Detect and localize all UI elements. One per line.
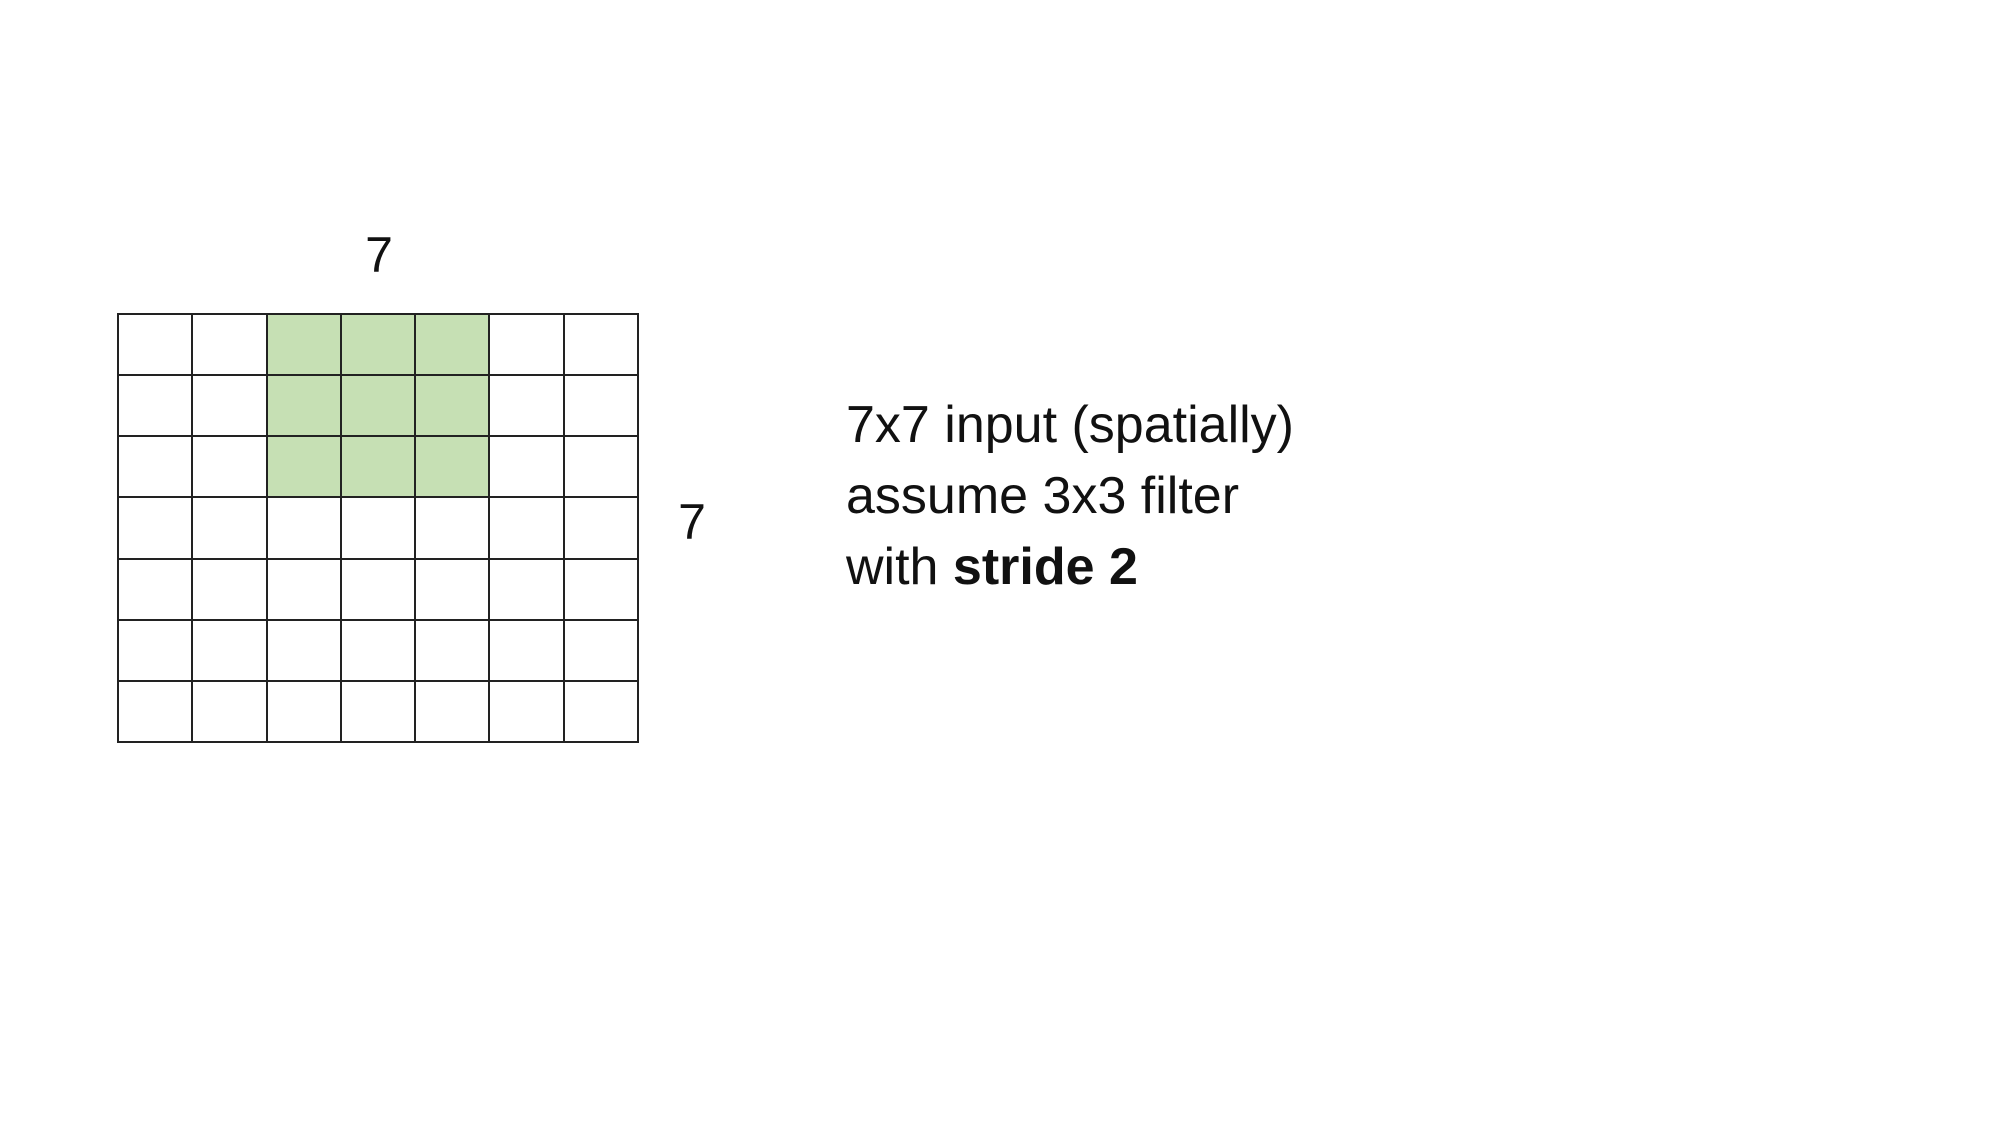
grid-cell [490,560,564,621]
grid-cell [193,437,267,498]
grid-cell [119,682,193,743]
filter-cell [416,376,490,437]
caption [846,390,1294,603]
caption-line-input-size: 7x7 input (spatially) [846,396,1294,454]
grid-cell [119,315,193,376]
grid-cell [193,560,267,621]
grid-cell [490,682,564,743]
grid-height-label: 7 [678,494,706,550]
filter-cell [342,437,416,498]
filter-cell [342,376,416,437]
grid-cell [490,621,564,682]
filter-cell [268,315,342,376]
grid-cell [490,376,564,437]
grid-cell [193,376,267,437]
caption-stride-prefix: with [846,538,953,596]
grid-cell [565,560,639,621]
grid-cell [565,682,639,743]
filter-cell [268,376,342,437]
grid-cell [193,315,267,376]
grid-cell [565,437,639,498]
filter-cell [416,315,490,376]
grid-cell [119,437,193,498]
grid-cell [416,560,490,621]
grid-cell [342,560,416,621]
grid-cell [565,498,639,559]
caption-stride-value: stride 2 [952,538,1138,596]
filter-cell [416,437,490,498]
grid-cell [119,376,193,437]
grid-cell [193,621,267,682]
grid-cell [565,376,639,437]
filter-cell [342,315,416,376]
grid-cell [565,621,639,682]
grid-cell [342,682,416,743]
grid-width-label: 7 [365,227,393,283]
grid-cell [416,682,490,743]
grid-cell [490,437,564,498]
caption-line-filter-size: assume 3x3 filter [846,467,1240,525]
grid-cell [342,621,416,682]
grid-cell [490,498,564,559]
grid-cell [119,560,193,621]
grid-cell [193,498,267,559]
caption-line-stride [846,532,1294,603]
input-grid [117,313,639,743]
grid-cell [268,498,342,559]
grid-cell [416,498,490,559]
filter-cell [268,437,342,498]
grid-cell [565,315,639,376]
grid-cell [268,621,342,682]
grid-cell [119,498,193,559]
grid-cell [268,682,342,743]
grid-cell [268,560,342,621]
grid-cell [193,682,267,743]
grid-cell [119,621,193,682]
grid-cell [490,315,564,376]
grid-cell [342,498,416,559]
grid-cell [416,621,490,682]
